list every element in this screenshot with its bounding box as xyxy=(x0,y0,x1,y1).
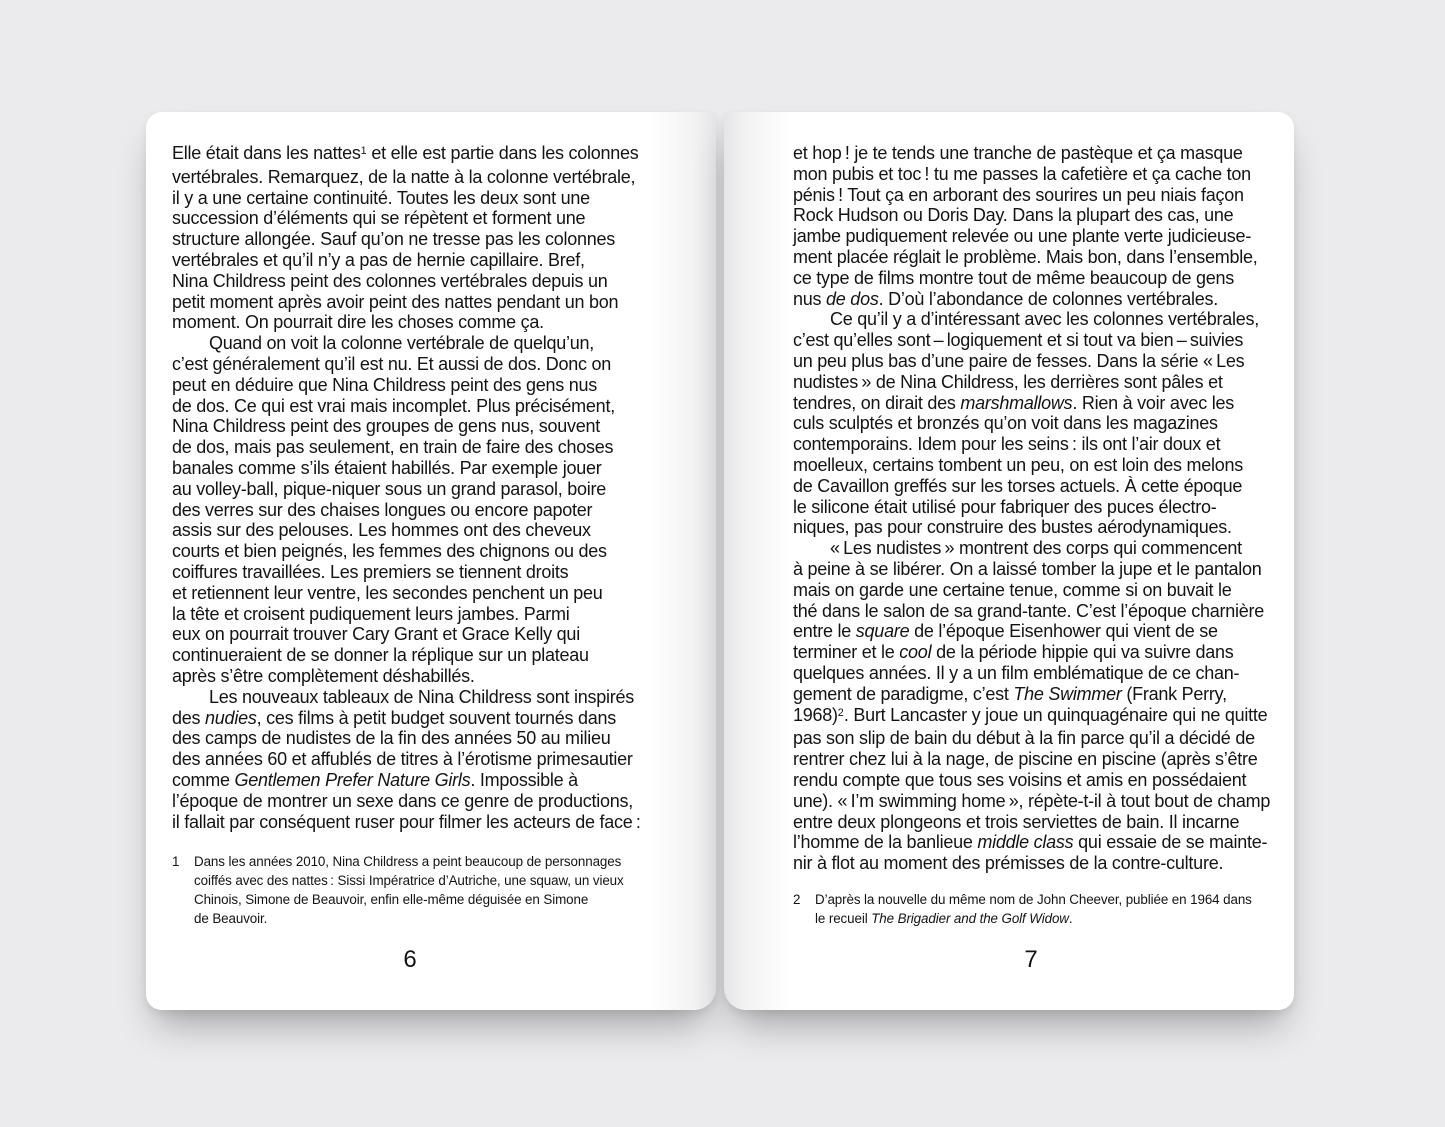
text-line: contemporains. Idem pour les seins : ils ont l’air doux et xyxy=(793,434,1221,455)
page-left xyxy=(146,112,716,1010)
paragraph xyxy=(172,143,648,333)
page-number-left: 6 xyxy=(403,946,417,973)
text-line: il y a une certaine continuité. Toutes les deux sont une xyxy=(172,187,590,208)
text-line: assis sur des pelouses. Les hommes ont des cheveux xyxy=(172,520,591,541)
text-line: coiffés avec des nattes : Sissi Impératrice d’Autriche, une squaw, un vieux xyxy=(194,873,624,888)
footnote-text xyxy=(194,852,648,928)
footnote-marker: 2 xyxy=(793,892,801,907)
text-line: une). « I’m swimming home », répète-t-il à tout bout de champ xyxy=(793,790,1271,811)
footnote-marker: 1 xyxy=(172,854,180,869)
text-line: vertébrales. Remarquez, de la natte à la colonne vertébrale, xyxy=(172,166,636,187)
text-line: mais on garde une certaine tenue, comme si on buvait le xyxy=(793,579,1232,600)
text-line: terminer et le cool de la période hippie qui va suivre dans xyxy=(793,642,1234,663)
text-line: c’est généralement qu’il est nu. Et aussi de dos. Donc on xyxy=(172,353,612,374)
text-line: entre le square de l’époque Eisenhower qui vient de se xyxy=(793,621,1218,642)
text-line: nus de dos. D’où l’abondance de colonnes vertébrales. xyxy=(793,288,1219,309)
text-line: l’époque de montrer un sexe dans ce genre de productions, xyxy=(172,790,634,811)
text-line: moelleux, certains tombent un peu, on est loin des melons xyxy=(793,454,1244,475)
text-line: coiffures travaillées. Les premiers se tiennent droits xyxy=(172,561,569,582)
text-line: comme Gentlemen Prefer Nature Girls. Impossible à xyxy=(172,769,578,790)
text-line: quelques années. Il y a un film emblématique de ce chan- xyxy=(793,662,1240,683)
text-line: ment placée réglait le problème. Mais bon, dans l’ensemble, xyxy=(793,246,1258,267)
text-line: Rock Hudson ou Doris Day. Dans la plupart des cas, une xyxy=(793,205,1234,226)
text-line: Elle était dans les nattes$^1$ et elle est partie dans les colonnes xyxy=(172,143,639,163)
text-line: eux on pourrait trouver Cary Grant et Grace Kelly qui xyxy=(172,624,580,645)
paragraph xyxy=(793,309,1269,538)
text-line: Nina Childress peint des colonnes vertébrales depuis un xyxy=(172,270,608,291)
footnotes xyxy=(172,852,648,928)
text-line: de dos. Ce qui est vrai mais incomplet. Plus précisément, xyxy=(172,395,615,416)
text-line: Ce qu’il y a d’intéressant avec les colonnes vertébrales, xyxy=(830,309,1259,330)
book-spread xyxy=(146,112,1294,1010)
page-number-right: 7 xyxy=(1024,946,1038,973)
paragraph xyxy=(172,687,648,833)
text-line: Dans les années 2010, Nina Childress a peint beaucoup de personnages xyxy=(194,854,622,869)
page-body xyxy=(793,143,1269,874)
text-line: moment. On pourrait dire les choses comme ça. xyxy=(172,312,544,333)
text-line: Chinois, Simone de Beauvoir, enfin elle-même déguisée en Simone xyxy=(194,892,589,907)
text-line: pénis ! Tout ça en arborant des sourires un peu niais façon xyxy=(793,184,1244,205)
text-line: niques, pas pour construire des bustes aérodynamiques. xyxy=(793,517,1232,538)
text-line: mon pubis et toc ! tu me passes la cafetière et ça cache ton xyxy=(793,163,1251,184)
text-line: le recueil The Brigadier and the Golf Widow. xyxy=(815,911,1073,926)
text-line: au volley-ball, pique-niquer sous un grand parasol, boire xyxy=(172,478,607,499)
text-line: entre deux plongeons et trois serviettes de bain. Il incarne xyxy=(793,811,1240,832)
text-line: petit moment après avoir peint des nattes pendant un bon xyxy=(172,291,619,312)
text-line: le silicone était utilisé pour fabriquer des puces électro- xyxy=(793,496,1217,517)
text-line: thé dans le salon de sa grand-tante. C’est l’époque charnière xyxy=(793,600,1265,621)
text-line: D’après la nouvelle du même nom de John Cheever, publiée en 1964 dans xyxy=(815,892,1252,907)
page-body xyxy=(172,143,648,832)
text-line: il fallait par conséquent ruser pour filmer les acteurs de face : xyxy=(172,811,641,832)
text-line: pas son slip de bain du début à la fin parce qu’il a décidé de xyxy=(793,728,1255,749)
paragraph xyxy=(172,333,648,687)
text-line: structure allongée. Sauf qu’on ne tresse pas les colonnes xyxy=(172,229,616,250)
text-line: Quand on voit la colonne vertébrale de quelqu’un, xyxy=(209,333,595,354)
text-line: « Les nudistes » montrent des corps qui commencent xyxy=(830,538,1242,559)
text-line: ce type de films montre tout de même beaucoup de gens xyxy=(793,267,1235,288)
text-line: la tête et croisent pudiquement leurs jambes. Parmi xyxy=(172,603,570,624)
footnote-text xyxy=(815,890,1269,928)
text-line: continueraient de se donner la réplique sur un plateau xyxy=(172,645,589,666)
text-line: 1968)$^2$. Burt Lancaster y joue un quinquagénaire qui ne quitte xyxy=(793,704,1268,725)
text-line: nir à flot au moment des prémisses de la contre-culture. xyxy=(793,853,1224,874)
text-line: peut en déduire que Nina Childress peint des gens nus xyxy=(172,374,598,395)
paragraph xyxy=(793,143,1269,309)
text-line: des camps de nudistes de la fin des années 50 au milieu xyxy=(172,728,611,749)
text-line: tendres, on dirait des marshmallows. Rien à voir avec les xyxy=(793,392,1234,413)
text-line: et hop ! je te tends une tranche de pastèque et ça masque xyxy=(793,143,1243,163)
page-right xyxy=(724,112,1294,1010)
footnote xyxy=(793,890,1269,928)
text-line: jambe pudiquement relevée ou une plante verte judicieuse- xyxy=(793,226,1252,247)
text-line: et retiennent leur ventre, les secondes penchent un peu xyxy=(172,582,603,603)
text-line: après s’être complètement déshabillés. xyxy=(172,665,475,686)
text-line: succession d’éléments qui se répètent et forment une xyxy=(172,208,586,229)
text-line: rentrer chez lui à la nage, de piscine en piscine (après s’être xyxy=(793,749,1258,770)
text-line: courts et bien peignés, les femmes des chignons ou des xyxy=(172,541,607,562)
text-line: nudistes » de Nina Childress, les derrières sont pâles et xyxy=(793,371,1223,392)
text-line: à peine à se libérer. On a laissé tomber la jupe et le pantalon xyxy=(793,558,1262,579)
text-line: des années 60 et affublés de titres à l’érotisme primesautier xyxy=(172,749,633,770)
footnote xyxy=(172,852,648,928)
text-line: de Beauvoir. xyxy=(194,911,268,926)
text-line: de dos, mais pas seulement, en train de faire des choses xyxy=(172,437,614,458)
text-line: des nudies, ces films à petit budget souvent tournés dans xyxy=(172,707,617,728)
text-line: rendu compte que tous ses voisins et amis en possédaient xyxy=(793,769,1247,790)
text-line: de Cavaillon greffés sur les torses actuels. À cette époque xyxy=(793,475,1243,496)
paragraph xyxy=(793,538,1269,874)
text-line: banales comme s’ils étaient habillés. Par exemple jouer xyxy=(172,457,602,478)
text-line: Nina Childress peint des groupes de gens nus, souvent xyxy=(172,416,601,437)
text-line: un peu plus bas d’une paire de fesses. Dans la série « Les xyxy=(793,350,1245,371)
text-line: culs sculptés et bronzés qu’on voit dans les magazines xyxy=(793,413,1218,434)
footnotes xyxy=(793,890,1269,928)
text-line: gement de paradigme, c’est The Swimmer (Frank Perry, xyxy=(793,683,1227,704)
text-line: Les nouveaux tableaux de Nina Childress sont inspirés xyxy=(209,686,635,707)
text-line: des verres sur des chaises longues ou encore papoter xyxy=(172,499,593,520)
text-line: vertébrales et qu’il n’y a pas de hernie capillaire. Bref, xyxy=(172,249,585,270)
text-line: c’est qu’elles sont – logiquement et si tout va bien – suivies xyxy=(793,330,1244,351)
text-line: l’homme de la banlieue middle class qui essaie de se mainte- xyxy=(793,832,1268,853)
